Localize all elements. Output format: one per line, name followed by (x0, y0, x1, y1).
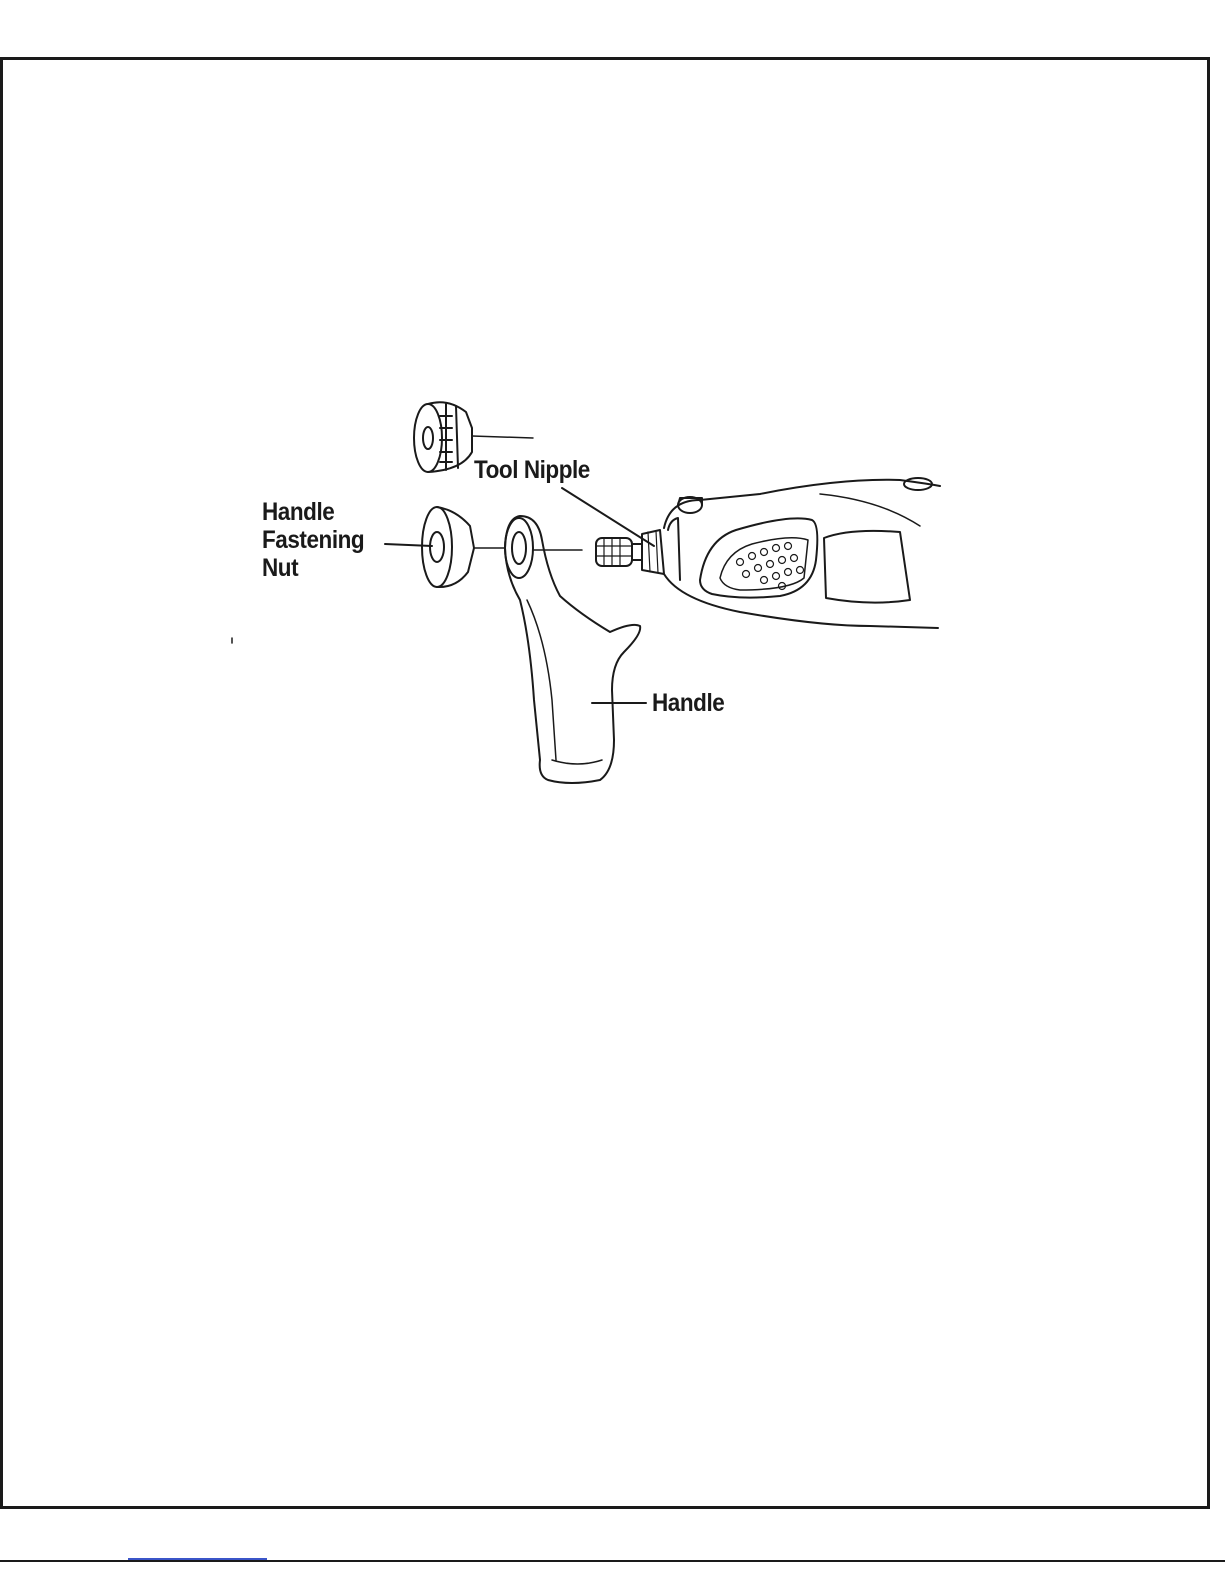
label-nut-line-1: Handle (262, 498, 335, 526)
handle-fastening-nut (422, 507, 505, 587)
label-nut-line-2: Fastening (262, 526, 365, 554)
leader-fastening-nut (385, 544, 432, 546)
footer-link-underline[interactable] (128, 1558, 267, 1560)
label-nut-line-3: Nut (262, 554, 299, 582)
footer-rule (0, 1560, 1225, 1562)
tool-nipple-part (596, 530, 664, 574)
label-handle: Handle (652, 689, 725, 717)
rotary-tool-body (664, 478, 940, 628)
label-handle-fastening-nut (262, 498, 379, 582)
label-tool-nipple: Tool Nipple (474, 456, 590, 484)
